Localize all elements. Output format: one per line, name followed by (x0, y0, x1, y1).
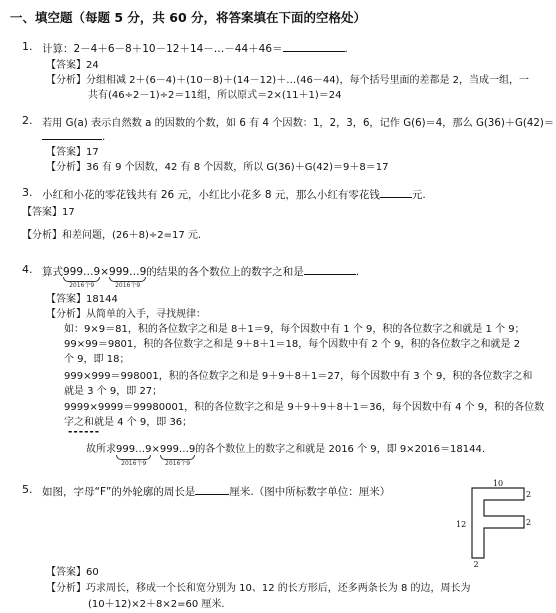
q2-analysis (46, 158, 388, 173)
q4-final-times: × (151, 444, 160, 455)
q4-final-factor-b-sub: 2016个9 (165, 460, 191, 467)
q2-question: 若用 G(a) 表示自然数 a 的因数的个数，如 6 有 4 个因数：1，2，3，6，记作 G(6)＝4，那么 G(36)＋G(42)＝ (42, 118, 555, 129)
q4-final-factor-b (159, 444, 196, 467)
q5-question (42, 483, 390, 499)
q2-answer-line: . (42, 128, 105, 143)
q2-number: 2. (22, 114, 33, 127)
q2-analysis-text: 36 有 9 个因数，42 有 8 个因数，所以 G(36)＋G(42)＝9＋8＝17 (86, 162, 389, 173)
q4-factor-a-sub: 2016个9 (69, 282, 95, 289)
q4-line-3: 个 9，即 18； (64, 354, 130, 365)
q1-answer-label: 【答案】 (46, 60, 86, 71)
figure-label-right-a: 2 (526, 490, 532, 499)
q4-final (86, 440, 486, 467)
q5-analysis-line-1 (46, 579, 471, 594)
q4-analysis-head (46, 305, 206, 320)
q4-line-2: 99×99＝9801，积的各位数字之和是 9＋8＋1＝18，每个因数中有 2 个 9，积的各位数字之和就是 2 (64, 339, 521, 350)
letter-f-figure (452, 476, 532, 568)
q4-prefix: 算式 (42, 266, 63, 278)
q5-unit: 厘米.（图中所标数字单位：厘米） (229, 486, 391, 498)
q3-analysis (22, 226, 201, 241)
q4-factor-b (109, 266, 147, 289)
section-title: 一、填空题（每题 5 分，共 60 分，将答案填在下面的空格处） (10, 10, 367, 25)
q4-answer (46, 290, 118, 305)
figure-label-left: 12 (456, 520, 467, 529)
q4-factor-a (63, 266, 101, 289)
q4-analysis-text: 从简单的入手，寻找规律： (86, 309, 206, 320)
q4-number: 4. (22, 263, 33, 276)
q2-analysis-label: 【分析】 (46, 162, 86, 173)
q1-answer-blank[interactable] (283, 40, 345, 52)
q1-answer-value: 24 (86, 60, 99, 71)
q4-line-4: 999×999＝998001，积的各位数字之和是 9＋9＋8＋1＝27，每个因数中有 3 个 9，积的各位数字之和 (64, 371, 533, 382)
q1-question-text: 计算：2－4＋6－8＋10－12＋14－…－44＋46＝ (42, 43, 283, 55)
q4-end: . (355, 266, 360, 278)
q5-answer-value: 60 (86, 567, 99, 578)
q1-analysis-line-2: 共有(46÷2－1)÷2＝11组，所以原式＝2×(11＋1)＝24 (88, 90, 342, 101)
q4-answer-value: 18144 (86, 294, 118, 305)
q5-analysis-text-1: 巧求周长，移成一个长和宽分别为 10、12 的长方形后，还多两条长为 8 的边，周长为 (86, 583, 471, 594)
q5-question-text: 如图，字母“F”的外轮廓的周长是 (42, 486, 196, 498)
q2-answer (46, 143, 99, 158)
q1-question: 计算：2－4＋6－8＋10－12＋14－…－44＋46＝ . (42, 40, 348, 56)
q4-line-1: 如：9×9＝81，积的各位数字之和是 8＋1＝9，每个因数中有 1 个 9，积的各位数字之和就是 1 个 9； (64, 324, 525, 335)
q4-final-factor-a (116, 444, 152, 467)
q4-question (42, 263, 360, 289)
q4-final-suffix: 的各个数位上的数字之和就是 2016 个 9，即 9×2016＝18144. (195, 444, 486, 455)
q5-answer-blank[interactable] (195, 483, 229, 495)
q4-final-prefix: 故所求 (86, 444, 116, 455)
q5-analysis-line-2: (10＋12)×2＋8×2=60 厘米. (88, 599, 225, 610)
q1-answer (46, 56, 99, 71)
q3-analysis-label: 【分析】 (22, 230, 62, 241)
q4-answer-blank[interactable] (304, 263, 356, 275)
q1-number: 1. (22, 40, 33, 53)
q4-line-6: 9999×9999＝99980001，积的各位数字之和是 9＋9＋9＋8＋1＝36，每个因数中有 4 个 9，积的各位数 (64, 402, 545, 413)
q4-final-factor-a-text: 999…9 (116, 444, 152, 455)
q3-number: 3. (22, 186, 33, 199)
q5-number: 5. (22, 483, 33, 496)
q2-answer-value: 17 (86, 147, 99, 158)
q3-answer (22, 203, 75, 218)
q1-analysis-label: 【分析】 (46, 75, 86, 86)
q5-analysis-label: 【分析】 (46, 583, 86, 594)
q5-answer (46, 563, 99, 578)
letter-f-outline (472, 488, 524, 558)
q3-question-text: 小红和小花的零花钱共有 26 元，小红比小花多 8 元，那么小红有零花钱 (42, 189, 380, 201)
figure-label-bottom: 2 (473, 560, 479, 568)
q4-ellipsis-dashes: ------ (68, 426, 101, 438)
q4-line-7: 字之和就是 4 个 9，即 36； (64, 417, 193, 428)
figure-label-top: 10 (492, 479, 504, 488)
q1-analysis-text-1: 分组相减 2＋(6－4)＋(10－8)＋(14－12)＋…(46－44)，每个括号里面的差都是 2，当成一组，一 (86, 75, 530, 86)
figure-label-right-b: 2 (526, 518, 532, 527)
q4-analysis-label: 【分析】 (46, 309, 86, 320)
q1-analysis-line-1 (46, 71, 529, 86)
q4-factor-b-sub: 2016个9 (115, 282, 141, 289)
q4-factor-a-text: 999…9 (63, 266, 101, 278)
q4-final-factor-b-text: 999…9 (159, 444, 196, 455)
q3-analysis-text: 和差问题，(26＋8)÷2=17 元. (62, 230, 202, 241)
q2-answer-label: 【答案】 (46, 147, 86, 158)
q5-answer-label: 【答案】 (46, 567, 86, 578)
q3-answer-blank[interactable] (380, 186, 412, 198)
q4-line-5: 就是 3 个 9，即 27； (64, 386, 163, 397)
q4-times: × (100, 266, 110, 278)
q3-answer-label: 【答案】 (22, 207, 62, 218)
q3-unit: 元. (411, 189, 426, 201)
q4-suffix: 的结果的各个数位上的数字之和是 (146, 266, 304, 278)
q4-factor-b-text: 999…9 (109, 266, 147, 278)
q4-answer-label: 【答案】 (46, 294, 86, 305)
q2-answer-blank[interactable] (42, 128, 102, 140)
q4-final-factor-a-sub: 2016个9 (121, 460, 147, 467)
q3-answer-value: 17 (62, 207, 75, 218)
q3-question (42, 186, 426, 202)
